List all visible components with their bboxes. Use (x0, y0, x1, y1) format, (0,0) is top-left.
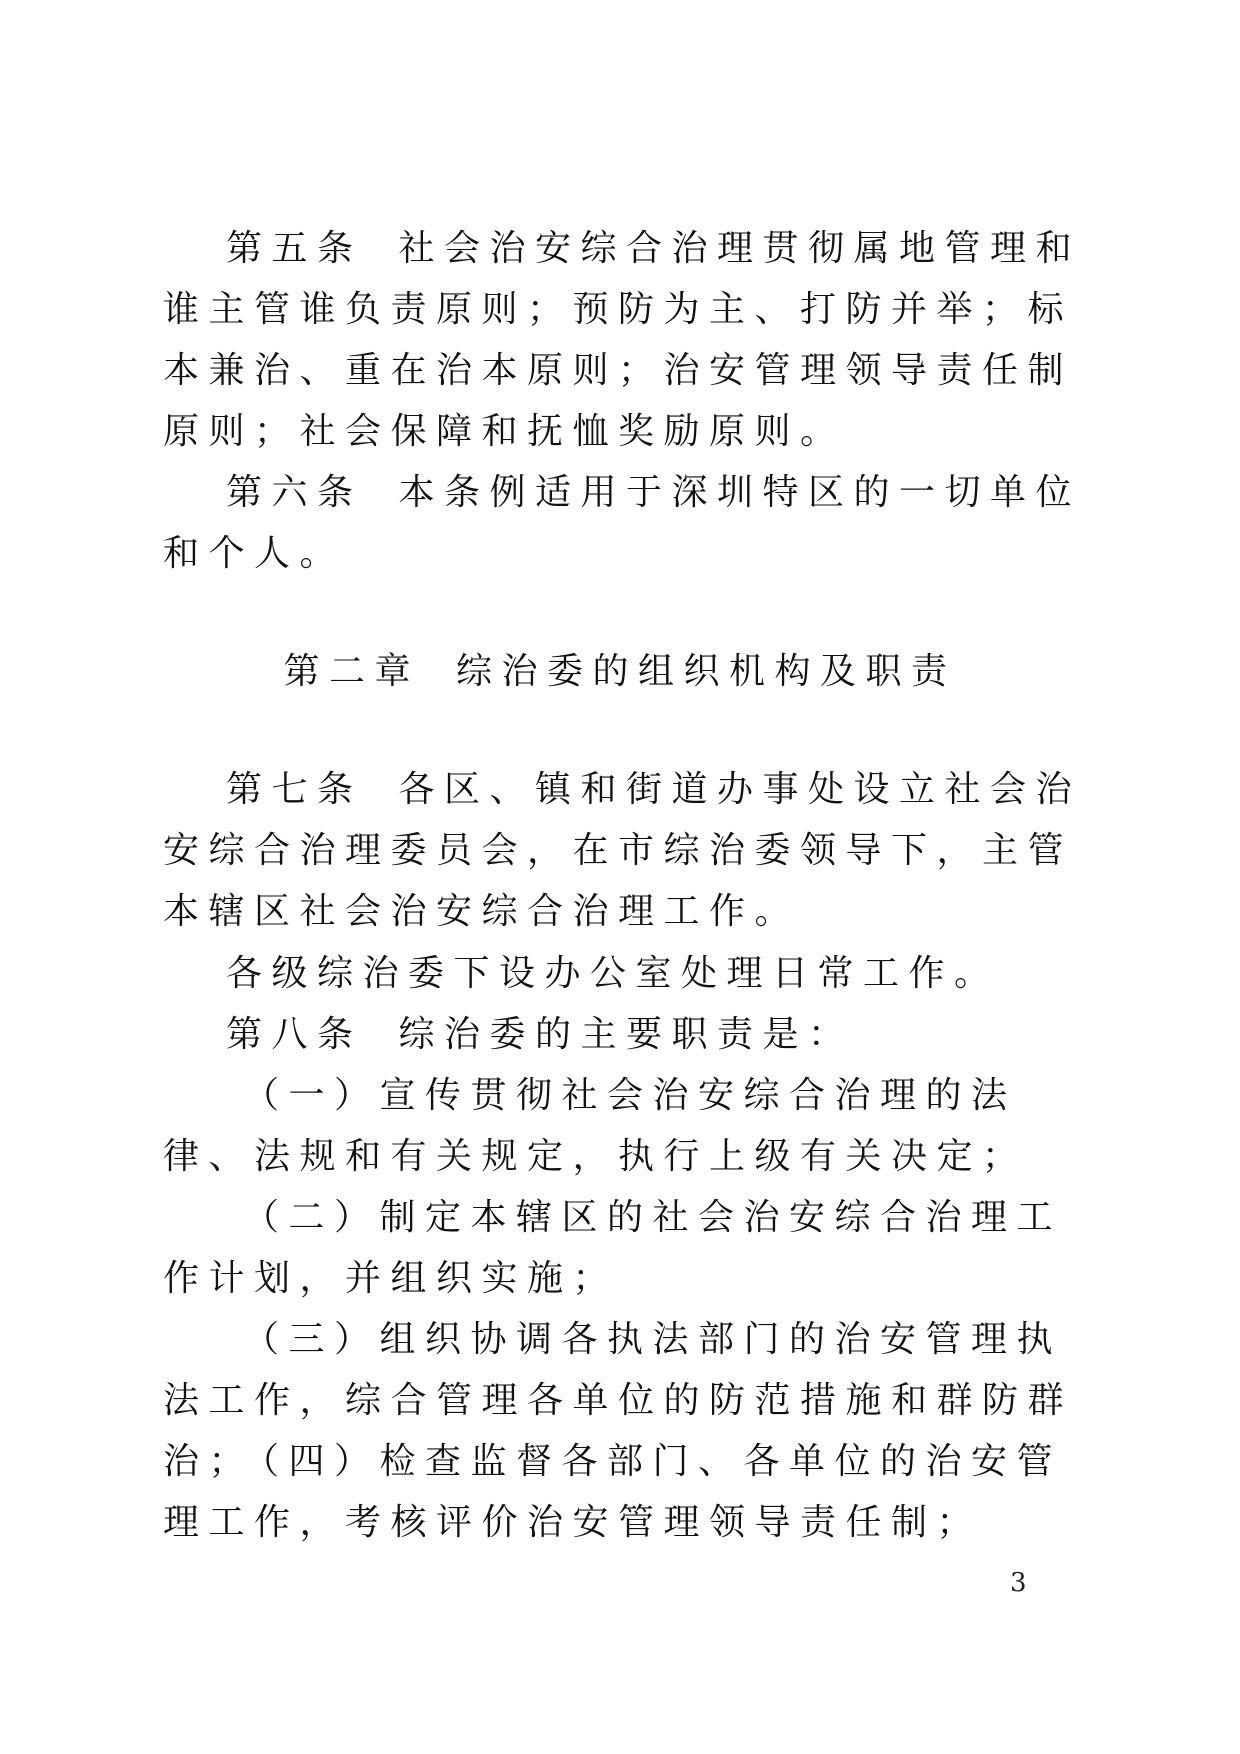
article-7-paragraph-2: 各级综治委下设办公室处理日常工作。 (226, 953, 1000, 994)
chapter-title: 综治委的组织机构及职责 (456, 651, 957, 692)
article-8-item-1: （一）宣传贯彻社会治安综合治理的法律、法规和有关规定，执行上级有关决定； (163, 1075, 1028, 1177)
article-5-heading: 第五条 (226, 228, 363, 269)
chapter-number: 第二章 (283, 651, 420, 692)
article-8-text: 综治委的主要职责是： (398, 1014, 854, 1055)
article-8 (163, 1004, 1083, 1065)
article-6-heading: 第六条 (226, 472, 363, 513)
article-7-heading: 第七条 (226, 769, 363, 810)
article-8-item-4: （四）检查监督各部门、各单位的治安管理工作，考核评价治安管理领导责任制； (163, 1441, 1063, 1543)
article-5-text: 社会治安综合治理贯彻属地管理和谁主管谁负责原则；预防为主、打防并举；标本兼治、重在治本原则；治安管理领导责任制原则；社会保障和抚恤奖励原则。 (163, 228, 1082, 452)
article-6-text: 本条例适用于深圳特区的一切单位和个人。 (163, 472, 1082, 574)
article-7-text: 各区、镇和街道办事处设立社会治安综合治理委员会，在市综治委领导下，主管本辖区社会治安综合治理工作。 (163, 769, 1082, 932)
article-5 (163, 218, 1083, 462)
page-number: 3 (1010, 1568, 1027, 1598)
article-6 (163, 462, 1083, 584)
article-7 (163, 759, 1083, 942)
article-8-item-3: （三）组织协调各执法部门的治安管理执法工作，综合管理各单位的防范措施和群防群治； (163, 1319, 1074, 1482)
article-8-heading: 第八条 (226, 1014, 363, 1055)
chapter-heading (0, 643, 1240, 694)
article-8-item-2: （二）制定本辖区的社会治安综合治理工作计划，并组织实施； (163, 1197, 1063, 1299)
